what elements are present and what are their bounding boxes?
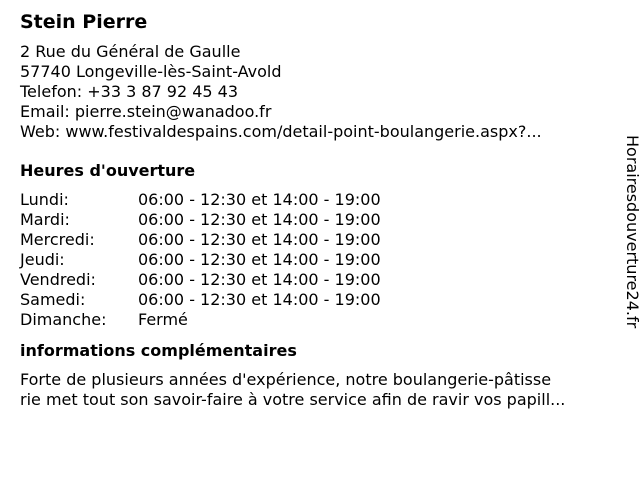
email-address: Email: pierre.stein@wanadoo.fr	[20, 102, 272, 121]
phone-number: Telefon: +33 3 87 92 45 43	[20, 82, 239, 101]
day-label: Jeudi:	[20, 250, 65, 269]
hours-row-tuesday	[20, 210, 620, 230]
day-hours: 06:00 - 12:30 et 14:00 - 19:00	[138, 290, 381, 309]
site-watermark: Horairesdouverture24.fr	[623, 135, 642, 329]
hours-row-saturday	[20, 290, 620, 310]
additional-info-line-2: rie met tout son savoir-faire à votre service afin de ravir vos papill...	[20, 390, 566, 409]
day-hours: 06:00 - 12:30 et 14:00 - 19:00	[138, 250, 381, 269]
business-card	[20, 10, 620, 410]
hours-row-friday	[20, 270, 620, 290]
website-url: Web: www.festivaldespains.com/detail-point-boulangerie.aspx?...	[20, 122, 542, 141]
day-hours: 06:00 - 12:30 et 14:00 - 19:00	[138, 230, 381, 249]
day-hours: 06:00 - 12:30 et 14:00 - 19:00	[138, 210, 381, 229]
opening-hours-heading: Heures d'ouverture	[20, 161, 196, 180]
day-hours: 06:00 - 12:30 et 14:00 - 19:00	[138, 190, 381, 209]
day-label: Vendredi:	[20, 270, 96, 289]
opening-hours-table	[20, 190, 620, 330]
address-line-2: 57740 Longeville-lès-Saint-Avold	[20, 62, 282, 81]
hours-row-thursday	[20, 250, 620, 270]
additional-info-heading: informations complémentaires	[20, 341, 297, 360]
day-hours: 06:00 - 12:30 et 14:00 - 19:00	[138, 270, 381, 289]
additional-info-line-1: Forte de plusieurs années d'expérience, notre boulangerie-pâtisse	[20, 370, 552, 389]
day-label: Lundi:	[20, 190, 69, 209]
day-label: Mercredi:	[20, 230, 95, 249]
business-name: Stein Pierre	[20, 11, 148, 33]
hours-row-monday	[20, 190, 620, 210]
day-label: Samedi:	[20, 290, 86, 309]
hours-row-wednesday	[20, 230, 620, 250]
day-label: Mardi:	[20, 210, 70, 229]
hours-row-sunday	[20, 310, 620, 330]
address-line-1: 2 Rue du Général de Gaulle	[20, 42, 241, 61]
day-label: Dimanche:	[20, 310, 107, 329]
day-hours: Fermé	[138, 310, 188, 329]
